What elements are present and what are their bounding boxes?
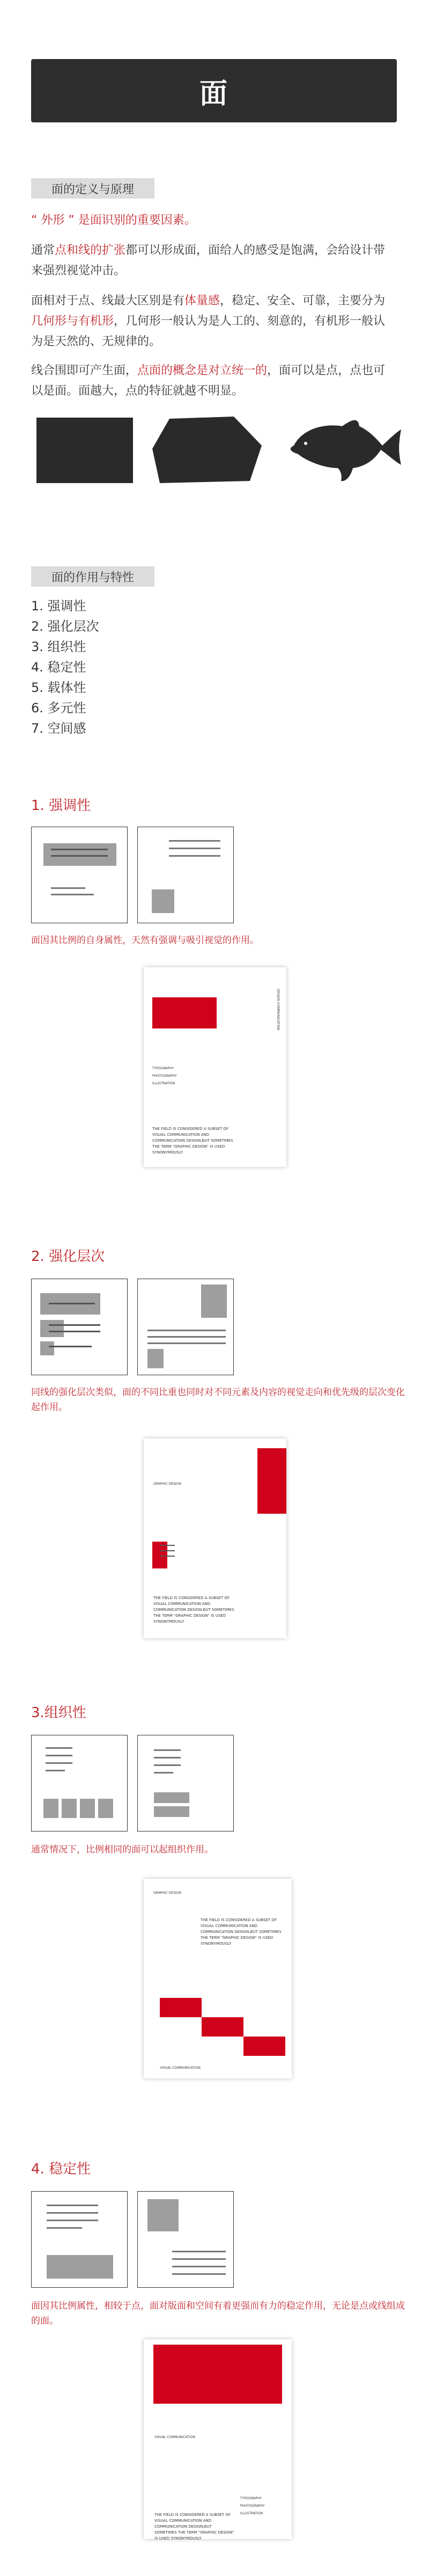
poster-label: GRAPHIC DESIGN (153, 1891, 181, 1895)
p3-c: ，稳定、安全、可靠，主要分为 (220, 294, 386, 308)
gray-block (80, 1799, 95, 1818)
poster-label: PHOTOGRAPHY (240, 2504, 265, 2508)
p3-b: 体量感 (184, 294, 220, 308)
gray-block (43, 843, 116, 866)
poster-body: THE FIELD IS CONSIDERED A SUBSET OF VISUAL COMMUNICATION AND COMMUNICATION DESIGN,BUT SOMETIMES THE TERM "GRAPHIC DESIGN" IS USED SYNONYMOUSLY (153, 1596, 234, 1624)
text-line (154, 1764, 181, 1766)
red-block (153, 2345, 282, 2404)
poster-body: THE FIELD IS CONSIDERED A SUBSET OF VISUAL COMMUNICATION AND COMMUNICATION DESIGN,BUT SOMETIMES THE TERM "GRAPHIC DESIGN" IS USED SYNONYMOUSLY (201, 1918, 282, 1946)
paragraph-1 (31, 210, 397, 231)
gray-block (47, 2255, 113, 2279)
poster-label: ILLUSTRATION (152, 1082, 175, 1085)
text-line (172, 2273, 226, 2275)
text-line (46, 1747, 72, 1749)
text-line (51, 887, 85, 889)
poster-label: TYPOGRAPHY (152, 1067, 174, 1070)
heading-organization: 3.组织性 (31, 1705, 86, 1721)
text-line (172, 2266, 226, 2267)
paragraph-1-text: “ 外形 ” 是面识别的重要因素。 (31, 214, 196, 227)
text-line (160, 1550, 175, 1551)
text-line (169, 848, 220, 849)
caption-emphasis: 面因其比例的自身属性，天然有强调与吸引视觉的作用。 (31, 935, 259, 946)
text-line (51, 849, 108, 850)
heading-emphasis: 1. 强调性 (31, 798, 91, 814)
paragraph-4 (31, 361, 397, 402)
text-line (172, 2258, 226, 2260)
text-line (169, 840, 220, 842)
text-line (147, 1330, 226, 1331)
example-frame-2a (31, 1279, 128, 1375)
shapes-illustration (31, 413, 401, 488)
list-item: 4. 稳定性 (31, 660, 86, 675)
gray-block (147, 2199, 179, 2231)
p3-d: 几何形与有机形 (31, 315, 114, 328)
paragraph-3 (31, 291, 397, 352)
poster-organization (144, 1879, 292, 2078)
section-tag-features: 面的作用与特性 (31, 566, 154, 587)
p2-a: 通常 (31, 244, 55, 257)
poster-hierarchy (144, 1439, 286, 1638)
text-line (169, 855, 220, 857)
gray-block (154, 1806, 189, 1817)
text-line (154, 1757, 181, 1758)
heading-stability: 4. 稳定性 (31, 2161, 91, 2177)
text-line (49, 1303, 95, 1304)
red-block (152, 997, 217, 1028)
gray-block (147, 1349, 164, 1368)
poster-body: THE FIELD IS CONSIDERED A SUBSET OF VISUAL COMMUNICATION AND COMMUNICATION DESIGN,BUT SOMETIMES THE TERM "GRAPHIC DESIGN" IS USED SYNONYMOUSLY (154, 2513, 234, 2541)
polygon-shape (152, 417, 262, 483)
p3-e: ，几何形一般认为是人工的、刻意的，有机形一般认为是天然的、无规律的。 (31, 315, 386, 348)
example-frame-1a (31, 827, 128, 923)
paragraph-2 (31, 240, 397, 281)
caption-organization: 通常情况下，比例相同的面可以起组织作用。 (31, 1844, 213, 1855)
list-item: 3. 组织性 (31, 639, 86, 654)
text-line (47, 2205, 98, 2206)
text-line (47, 2227, 82, 2229)
text-line (154, 1749, 181, 1751)
poster-label: VISUAL COMMUNICATION (154, 2435, 195, 2439)
example-frame-1b (137, 827, 234, 923)
text-line (47, 2212, 98, 2214)
text-line (154, 1772, 173, 1774)
list-item: 1. 强调性 (31, 599, 86, 614)
red-block (160, 1998, 202, 2017)
red-block (257, 1448, 286, 1514)
text-line (160, 1545, 175, 1546)
fish-shape (291, 420, 401, 481)
poster-label: ILLUSTRATION (240, 2512, 263, 2515)
text-line (47, 2220, 98, 2221)
example-frame-2b (137, 1279, 234, 1375)
example-frame-4b (137, 2191, 234, 2288)
poster-label: TYPOGRAPHY (240, 2497, 262, 2500)
poster-body: THE FIELD IS CONSIDERED A SUBSET OF VISUAL COMMUNICATION AND COMMUNICATION DESIGN,BUT SOMETIMES THE TERM "GRAPHIC DESIGN" IS USED SYNONYMOUSLY (152, 1127, 233, 1155)
text-line (46, 1755, 72, 1756)
text-line (49, 1346, 92, 1347)
poster-label: GRAPHIC DESIGN (153, 1482, 181, 1486)
page-title: 面 (199, 77, 228, 110)
feature-list (31, 596, 99, 739)
gray-block (62, 1799, 77, 1818)
text-line (147, 1342, 226, 1344)
text-line (46, 1770, 65, 1771)
section-tag-definition: 面的定义与原理 (31, 178, 154, 199)
list-item: 5. 载体性 (31, 680, 86, 695)
text-line (46, 1762, 72, 1764)
text-line (160, 1556, 175, 1557)
gray-block (43, 1799, 58, 1818)
example-frame-4a (31, 2191, 128, 2288)
text-line (147, 1336, 226, 1338)
poster-emphasis (144, 967, 286, 1167)
gray-block (98, 1799, 113, 1818)
gray-block (154, 1792, 189, 1803)
heading-hierarchy: 2. 强化层次 (31, 1249, 105, 1265)
gray-block (152, 889, 174, 913)
text-line (51, 855, 108, 857)
text-line (51, 894, 94, 895)
example-frame-3b (137, 1735, 234, 1831)
example-frame-3a (31, 1735, 128, 1831)
gray-block (201, 1285, 227, 1318)
poster-label: PHOTOGRAPHY (152, 1074, 177, 1078)
text-line (49, 1324, 100, 1326)
poster-label: VISUAL COMMUNICATION (160, 2066, 201, 2070)
list-item: 6. 多元性 (31, 700, 86, 716)
text-line (172, 2251, 226, 2252)
caption-stability: 面因其比例属性，相较于点，面对版面和空间有着更强而有力的稳定作用，无论是点或线组成的面。 (31, 2301, 405, 2326)
p4-c: ，面可以是点，点也可以是面。面越大，点的特征就越不明显。 (31, 364, 386, 398)
poster-stability (144, 2339, 292, 2539)
rectangle-shape (36, 418, 133, 483)
p3-a: 面相对于点、线最大区别是有 (31, 294, 185, 308)
gray-block (40, 1320, 64, 1337)
text-line (49, 1331, 100, 1332)
caption-hierarchy: 同线的强化层次类似，面的不同比重也同时对不同元素及内容的视觉走向和优先级的层次变化起作用。 (31, 1387, 405, 1413)
p4-b: 点面的概念是对立统一的 (137, 364, 268, 377)
list-item: 2. 强化层次 (31, 619, 99, 634)
p2-b: 点和线的扩张 (55, 244, 126, 257)
p2-c: 都可以形成面，面给人的感受是饱满，会给设计带来强烈视觉冲击。 (31, 244, 386, 278)
list-item: 7. 空间感 (31, 721, 86, 736)
p4-a: 线合围即可产生面， (31, 364, 138, 377)
red-block (243, 2037, 285, 2056)
red-block (202, 2017, 243, 2037)
gray-block (40, 1341, 54, 1355)
vertical-label: DESIGN COMMUNICATION (276, 989, 280, 1031)
title-banner (31, 59, 397, 122)
